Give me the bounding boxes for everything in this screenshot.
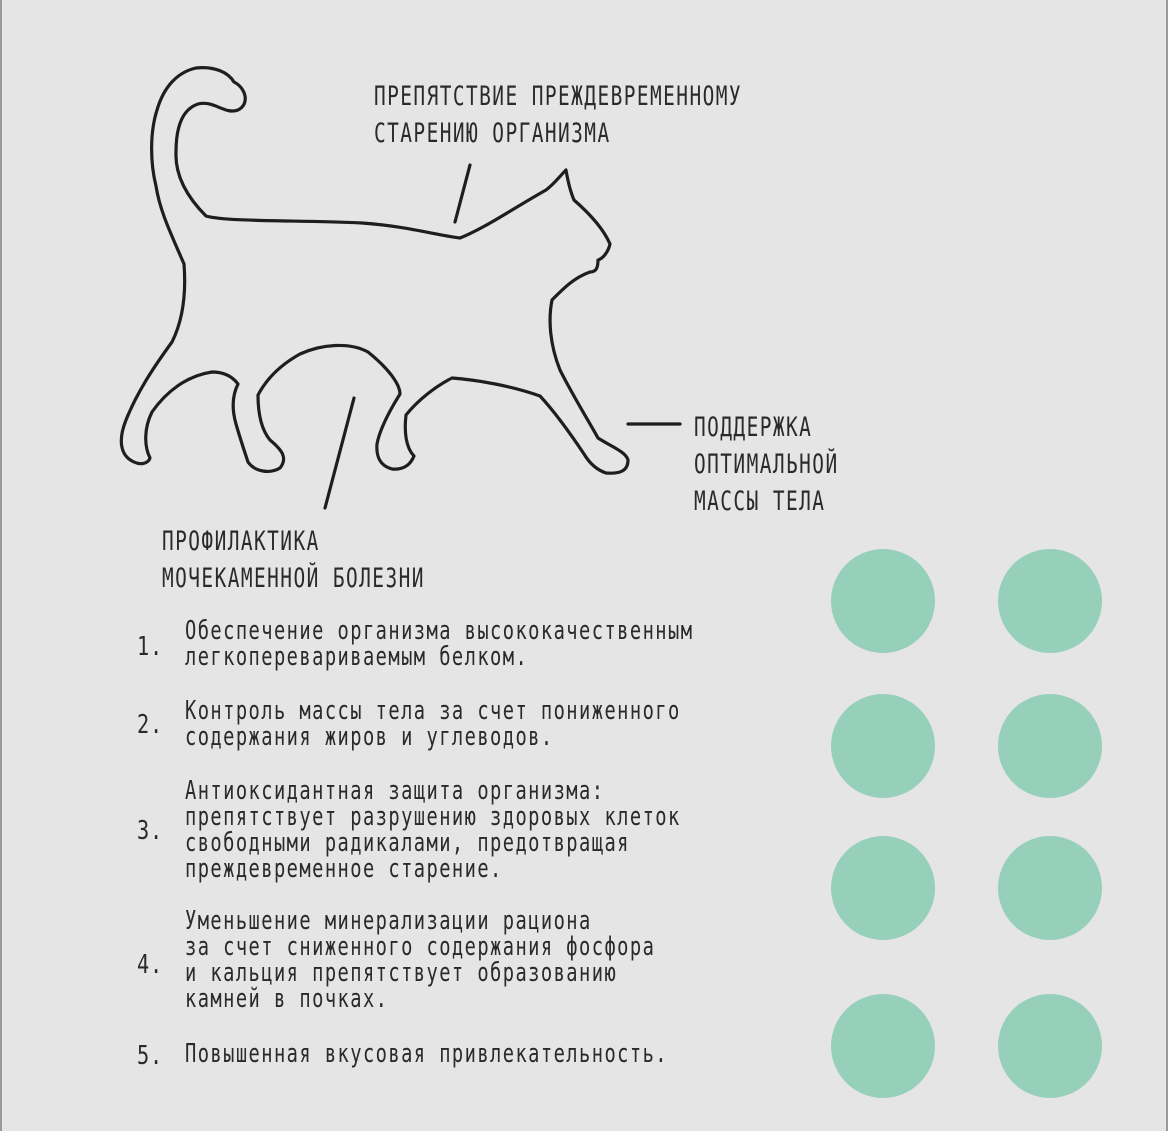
callout-urolith-line: ПРОФИЛАКТИКА	[162, 526, 320, 557]
list-item-line: Повышенная вкусовая привлекательность.	[185, 1039, 668, 1069]
list-item-text	[185, 778, 681, 882]
list-item-line: свободными радикалами, предотвращая	[185, 828, 630, 858]
list-item-line: Контроль массы тела за счет пониженного	[185, 696, 681, 726]
callout-aging	[374, 78, 742, 152]
list-item-number: 2.	[137, 710, 163, 740]
callout-weight-line: МАССЫ ТЕЛА	[694, 486, 826, 517]
callout-aging-line: ПРЕПЯТСТВИЕ ПРЕЖДЕВРЕМЕННОМУ	[374, 81, 743, 112]
callout-weight-line: ОПТИМАЛЬНОЙ	[694, 449, 839, 480]
list-item-text	[185, 618, 693, 670]
list-item-line: препятствует разрушению здоровых клеток	[185, 802, 681, 832]
list-item-line: за счет сниженного содержания фосфора	[185, 932, 656, 962]
callout-urolith-line: МОЧЕКАМЕННОЙ БОЛЕЗНИ	[162, 563, 425, 594]
list-item-text	[185, 908, 655, 1012]
list-item-number: 3.	[137, 816, 163, 846]
list-item-text	[185, 698, 681, 750]
list-item-line: Обеспечение организма высококачественным	[185, 616, 694, 646]
list-item-line: содержания жиров и углеводов.	[185, 722, 554, 752]
list-item-line: камней в почках.	[185, 984, 389, 1014]
list-item-number: 1.	[137, 632, 163, 662]
pointer-aging	[455, 165, 470, 222]
list-item-number: 5.	[137, 1041, 163, 1071]
callout-urolith	[162, 523, 425, 597]
list-item-line: и кальция препятствует образованию	[185, 958, 618, 988]
list-item-line: Антиоксидантная защита организма:	[185, 776, 605, 806]
callout-aging-line: СТАРЕНИЮ ОРГАНИЗМА	[374, 118, 611, 149]
list-item-line: Уменьшение минерализации рациона	[185, 906, 592, 936]
list-item-number: 4.	[137, 950, 163, 980]
callout-weight-line: ПОДДЕРЖКА	[694, 412, 813, 443]
list-item-text	[185, 1041, 668, 1067]
list-item-line: легкоперевариваемым белком.	[185, 642, 529, 672]
callout-weight	[694, 409, 839, 520]
pointer-urolith	[325, 398, 354, 508]
list-item-line: преждевременное старение.	[185, 854, 503, 884]
